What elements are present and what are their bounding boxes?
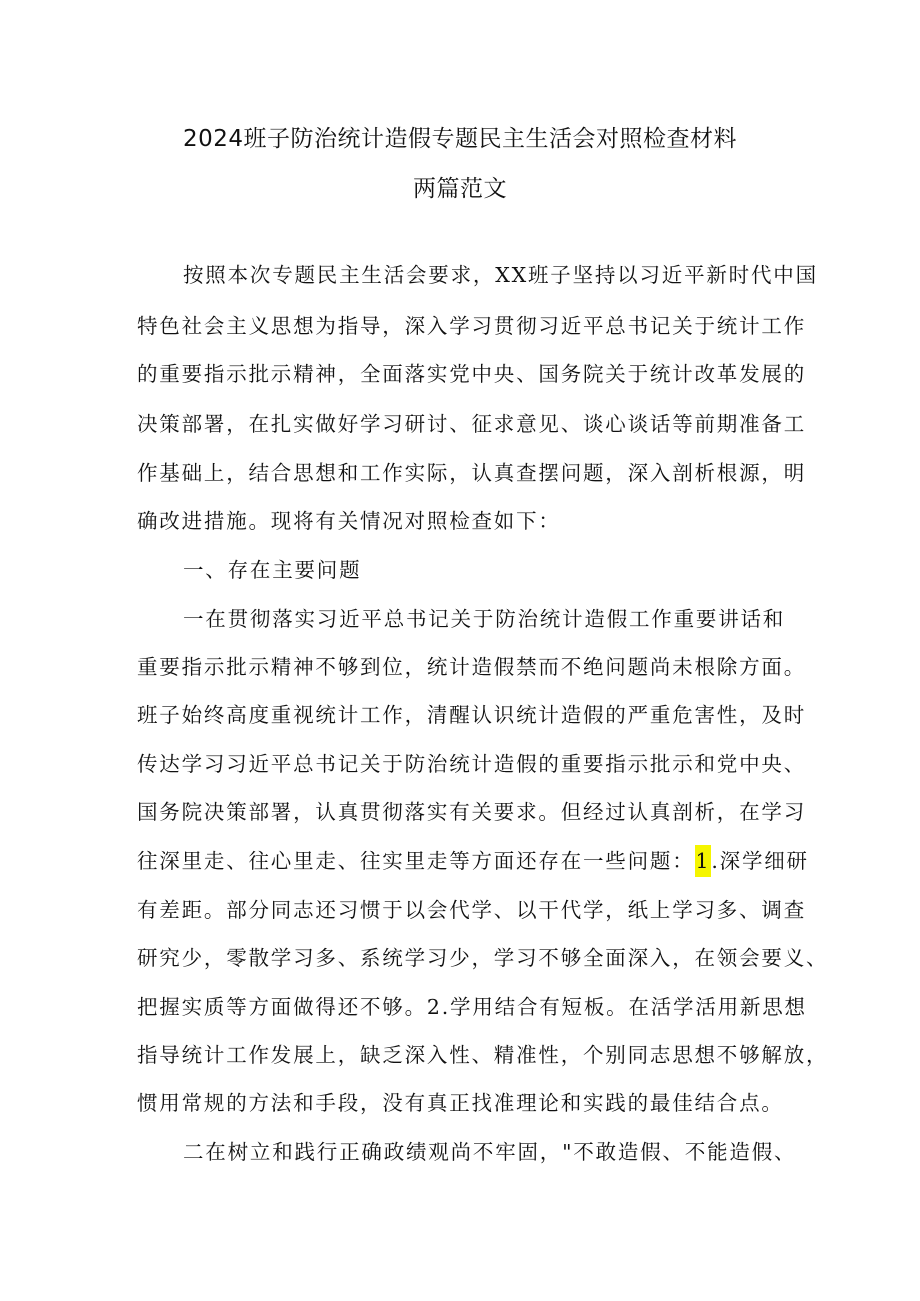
paragraph-line: 有差距。部分同志还习惯于以会代学、以干代学，纸上学习多、调查 [137, 898, 806, 922]
text-segment: .深学细研 [711, 849, 809, 873]
paragraph-line: 一在贯彻落实习近平总书记关于防治统计造假工作重要讲话和 [183, 607, 786, 631]
paragraph-line: 特色社会主义思想为指导，深入学习贯彻习近平总书记关于统计工作 [137, 314, 806, 338]
section-heading: 一、存在主要问题 [183, 558, 362, 582]
paragraph-line: 传达学习习近平总书记关于防治统计造假的重要指示批示和党中央、 [137, 752, 806, 776]
paragraph-line: 研究少，零散学习多、系统学习少，学习不够全面深入，在领会要义、 [137, 946, 829, 970]
paragraph-line: 作基础上，结合思想和工作实际，认真查摆问题，深入剖析根源，明 [137, 461, 806, 485]
paragraph-line: 惯用常规的方法和手段，没有真正找准理论和实践的最佳结合点。 [137, 1091, 784, 1115]
highlighted-number: 1 [695, 845, 712, 877]
paragraph-line: 决策部署，在扎实做好学习研讨、征求意见、谈心谈话等前期准备工 [137, 412, 806, 436]
paragraph-line: 把握实质等方面做得还不够。2.学用结合有短板。在活学活用新思想 [137, 995, 807, 1019]
paragraph-line: 重要指示批示精神不够到位，统计造假禁而不绝问题尚未根除方面。 [137, 655, 806, 679]
paragraph-line: 的重要指示批示精神，全面落实党中央、国务院关于统计改革发展的 [137, 362, 806, 386]
paragraph-line: 二在树立和践行正确政绩观尚不牢固，"不敢造假、不能造假、 [183, 1140, 797, 1164]
paragraph-line: 班子始终高度重视统计工作，清醒认识统计造假的严重危害性，及时 [137, 703, 806, 727]
paragraph-line: 国务院决策部署，认真贯彻落实有关要求。但经过认真剖析，在学习 [137, 800, 806, 824]
text-segment: 往深里走、往心里走、往实里走等方面还存在一些问题： [137, 849, 695, 873]
paragraph-line: 按照本次专题民主生活会要求，XX班子坚持以习近平新时代中国 [183, 263, 818, 287]
document-title-line-2: 两篇范文 [413, 176, 507, 202]
paragraph-line-with-highlight [137, 848, 809, 874]
paragraph-line: 指导统计工作发展上，缺乏深入性、精准性，个别同志思想不够解放， [137, 1043, 829, 1067]
paragraph-line: 确改进措施。现将有关情况对照检查如下： [137, 509, 561, 533]
document-title-line-1: 2024班子防治统计造假专题民主生活会对照检查材料 [182, 126, 738, 152]
